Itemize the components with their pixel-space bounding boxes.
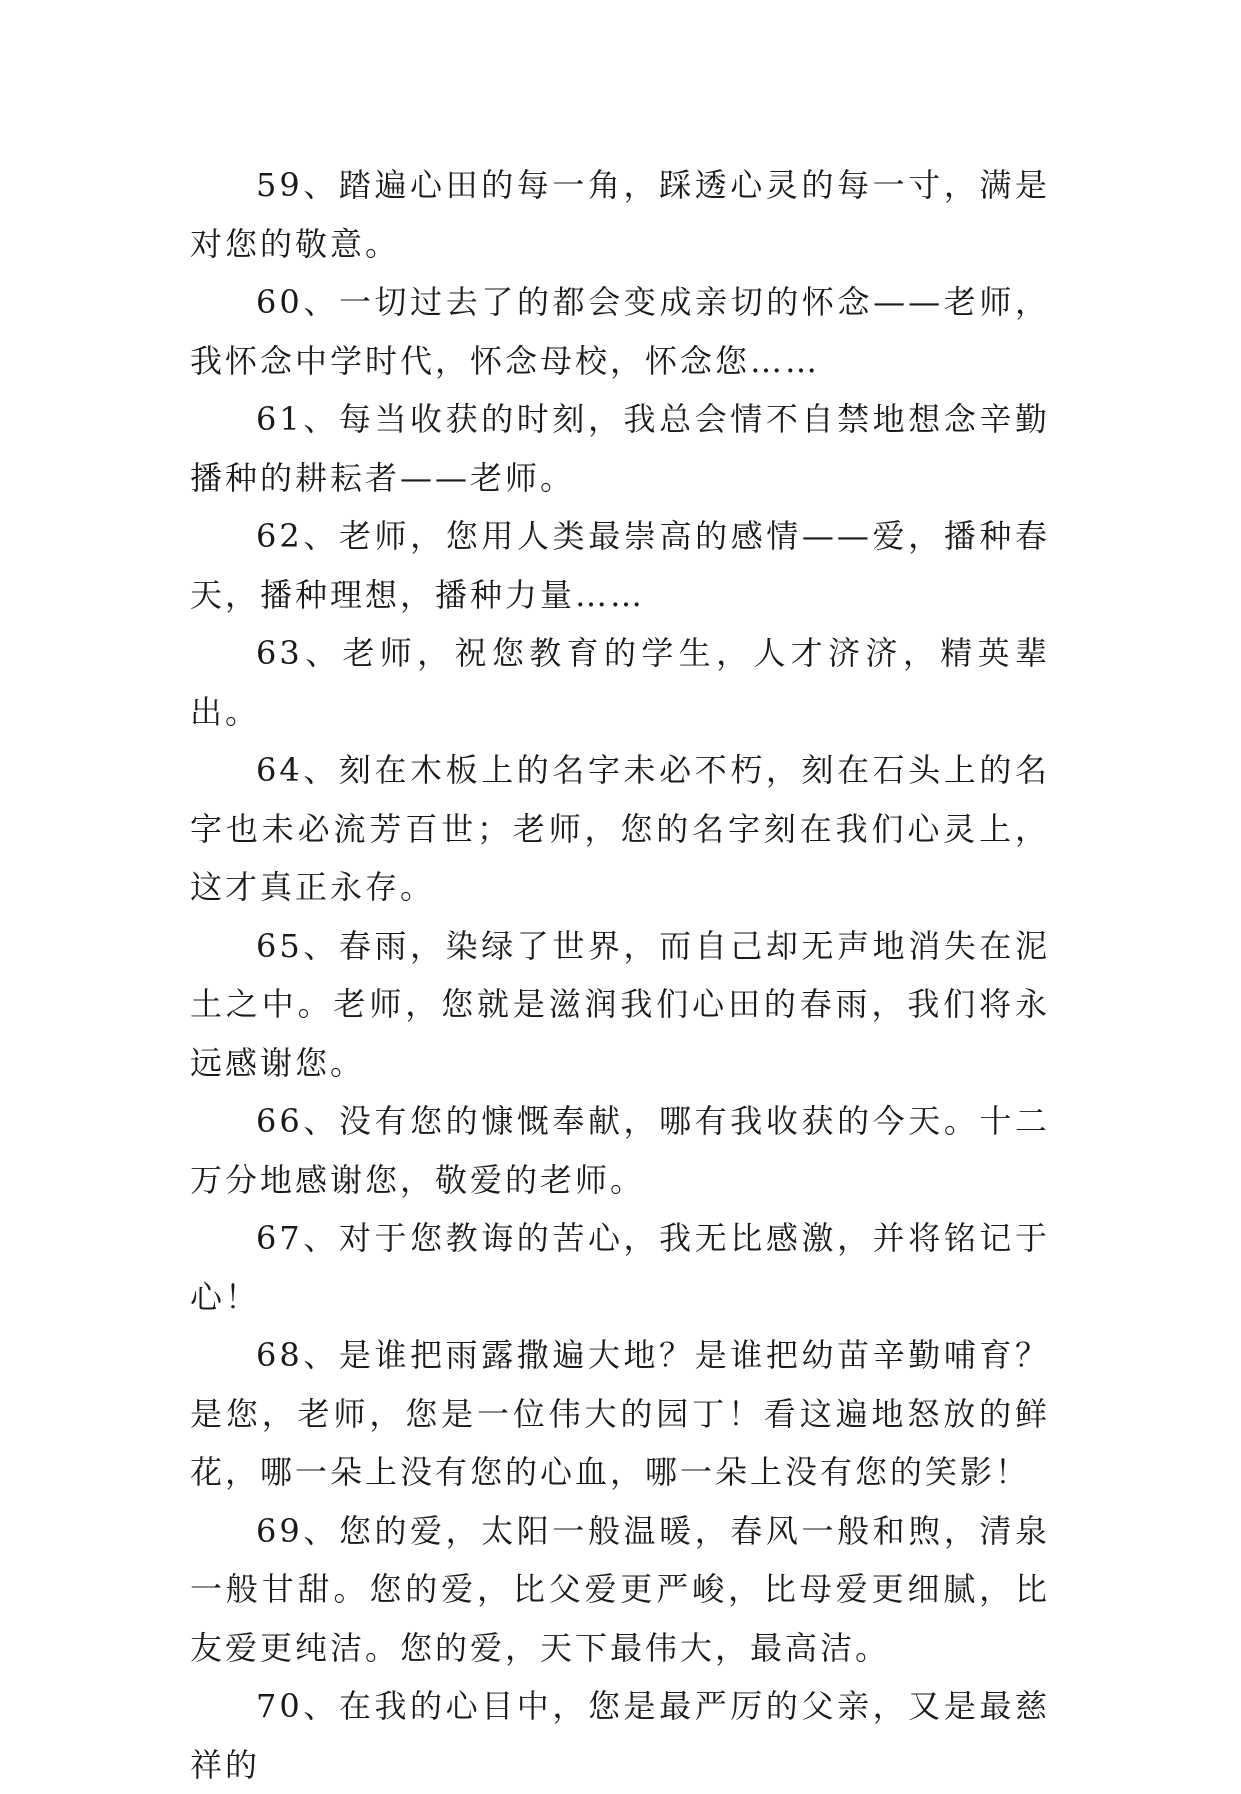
paragraph-62: 62、老师，您用人类最崇高的感情——爱，播种春天，播种理想，播种力量…… bbox=[190, 517, 1050, 614]
paragraph-59: 59、踏遍心田的每一角，踩透心灵的每一寸，满是对您的敬意。 bbox=[190, 166, 1050, 263]
paragraph-67: 67、对于您教诲的苦心，我无比感激，并将铭记于心！ bbox=[190, 1219, 1050, 1316]
paragraph-70: 70、在我的心目中，您是最严厉的父亲，又是最慈祥的 bbox=[190, 1687, 1050, 1784]
paragraph-64: 64、刻在木板上的名字未必不朽，刻在石头上的名字也未必流芳百世；老师，您的名字刻在我们心灵上，这才真正永存。 bbox=[190, 751, 1050, 906]
paragraph-61: 61、每当收获的时刻，我总会情不自禁地想念辛勤播种的耕耘者——老师。 bbox=[190, 400, 1050, 497]
paragraph-63: 63、老师，祝您教育的学生，人才济济，精英辈出。 bbox=[190, 634, 1050, 731]
paragraph-65: 65、春雨，染绿了世界，而自己却无声地消失在泥土之中。老师，您就是滋润我们心田的春雨，我们将永远感谢您。 bbox=[190, 926, 1050, 1082]
paragraph-66: 66、没有您的慷慨奉献，哪有我收获的今天。十二万分地感谢您，敬爱的老师。 bbox=[190, 1102, 1050, 1199]
paragraph-69: 69、您的爱，太阳一般温暖，春风一般和煦，清泉一般甘甜。您的爱，比父爱更严峻，比母爱更细腻，比友爱更纯洁。您的爱，天下最伟大，最高洁。 bbox=[190, 1511, 1050, 1667]
document-body bbox=[190, 156, 1050, 1794]
paragraph-68: 68、是谁把雨露撒遍大地？是谁把幼苗辛勤哺育？是您，老师，您是一位伟大的园丁！看这遍地怒放的鲜花，哪一朵上没有您的心血，哪一朵上没有您的笑影！ bbox=[190, 1336, 1050, 1491]
paragraph-60: 60、一切过去了的都会变成亲切的怀念——老师，我怀念中学时代，怀念母校，怀念您…… bbox=[190, 283, 1050, 380]
